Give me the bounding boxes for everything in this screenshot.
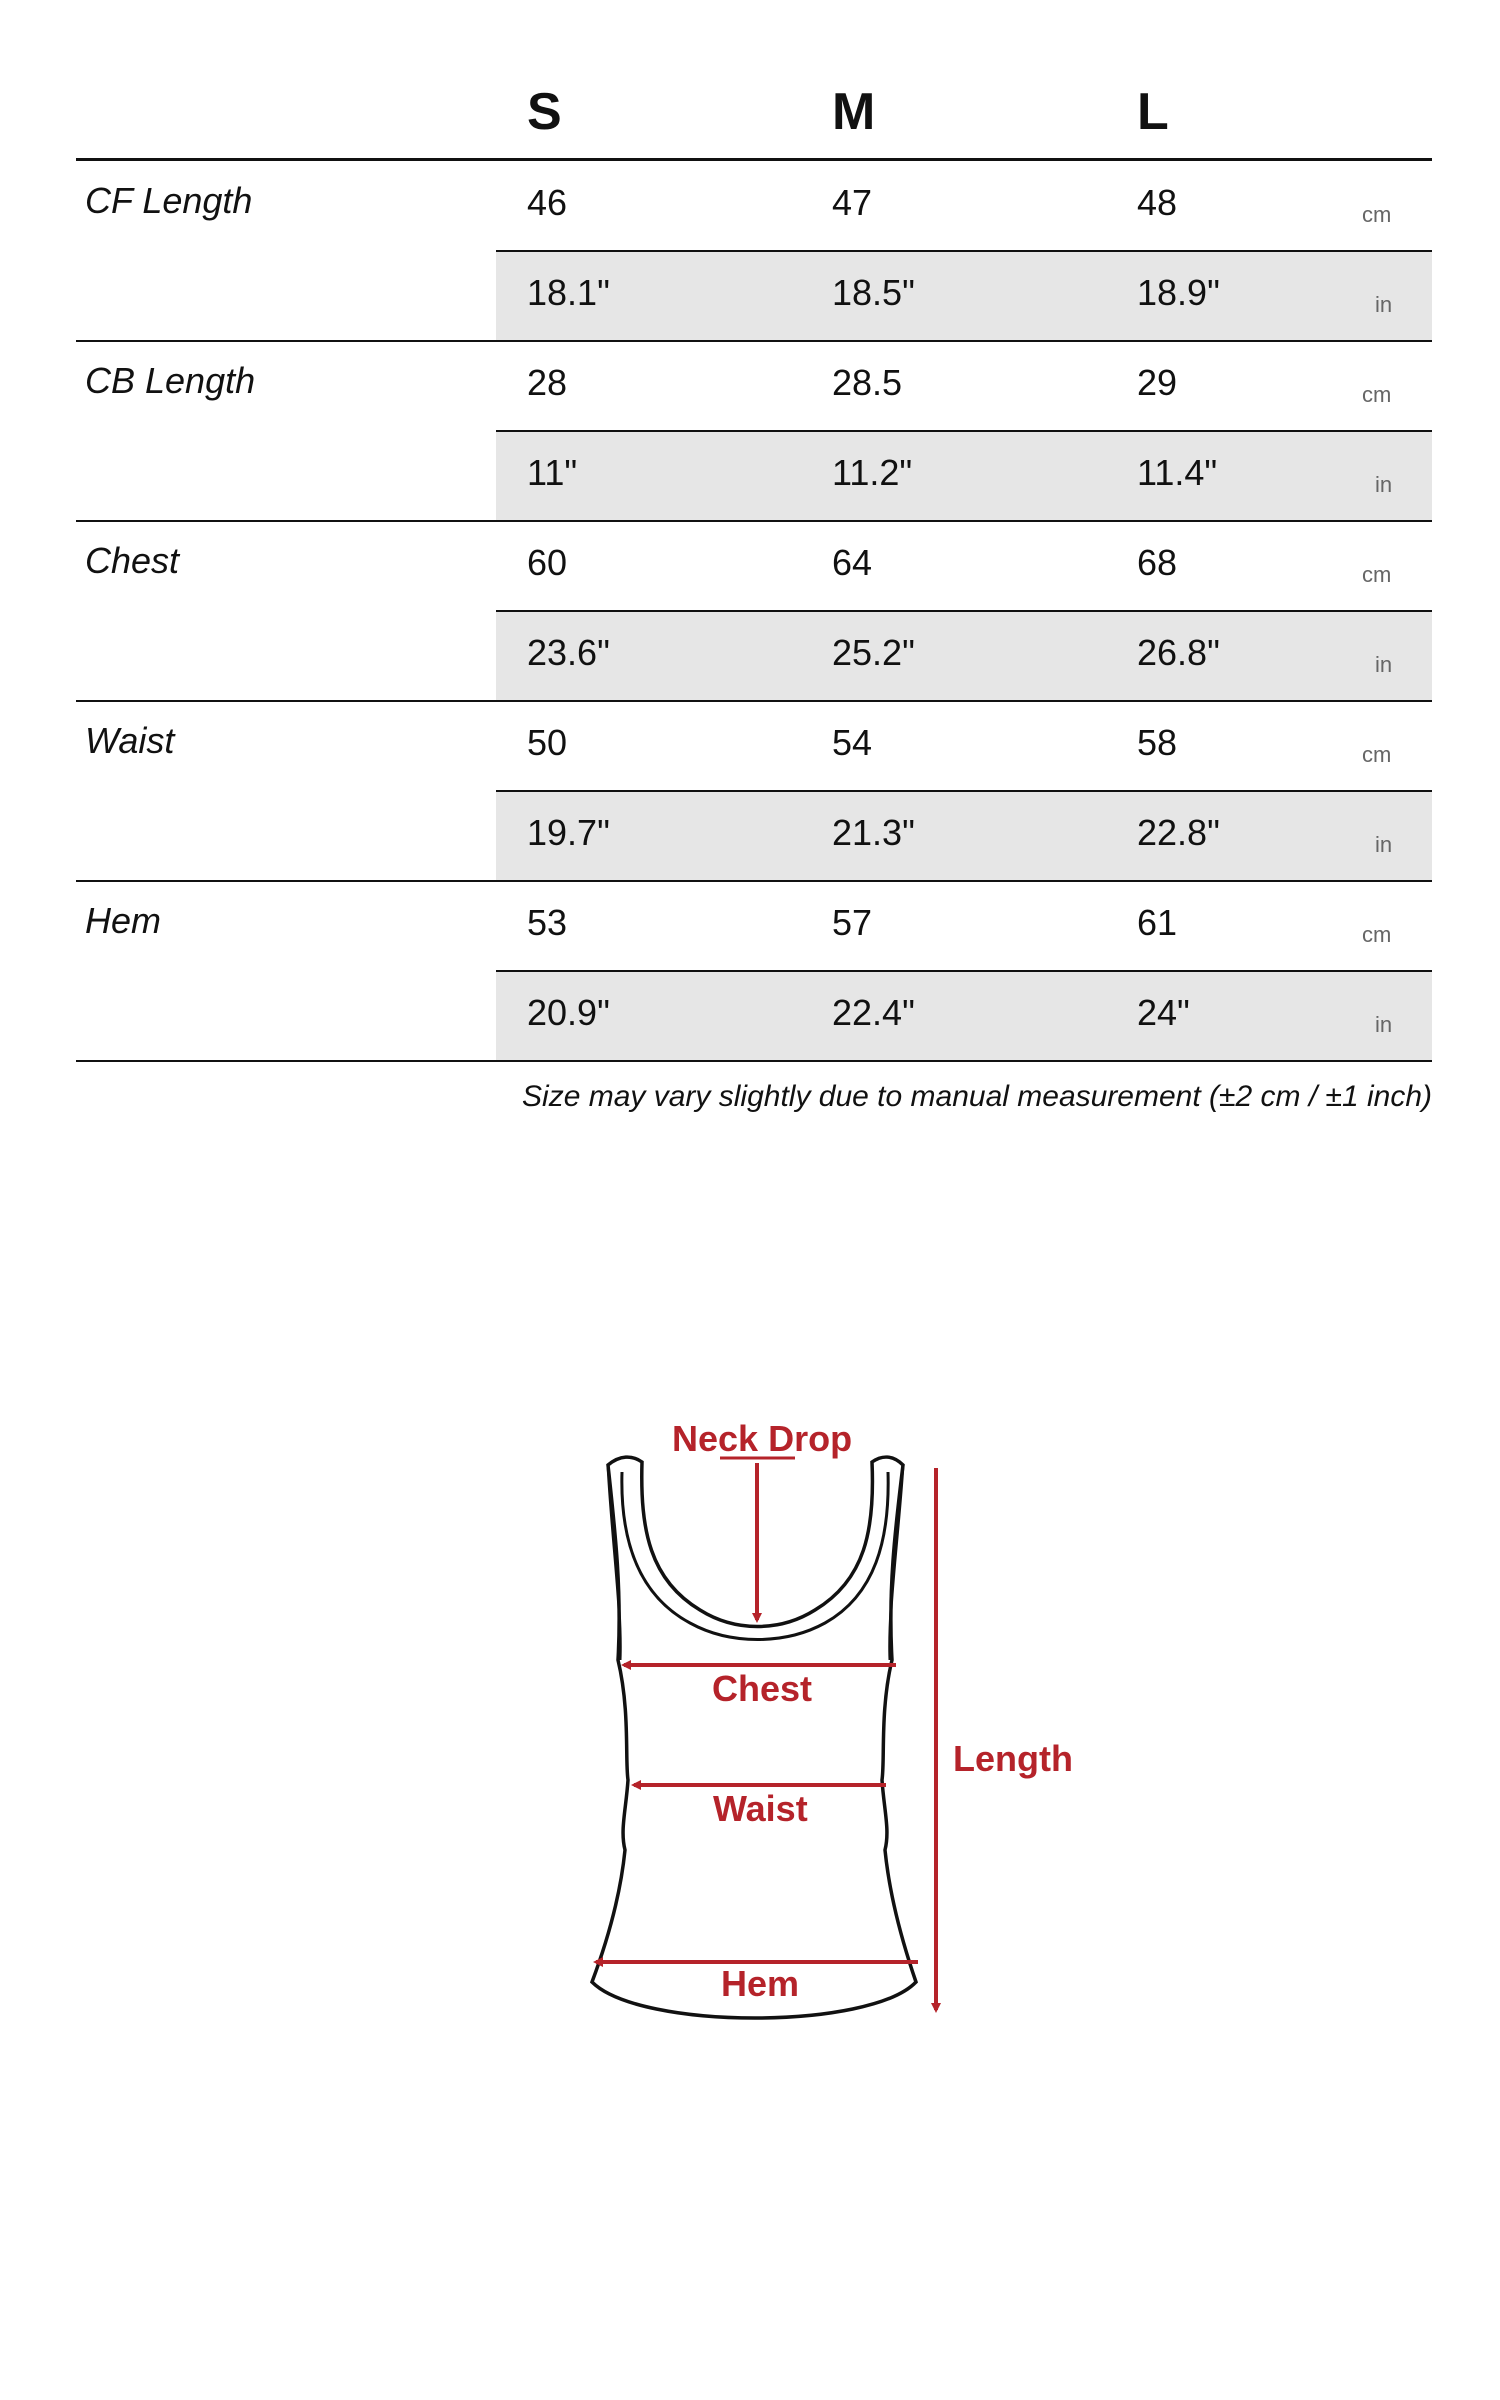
- group-divider: [76, 1060, 1432, 1062]
- inch-value: 23.6": [527, 632, 610, 673]
- measurement-label: Hem: [85, 900, 162, 941]
- unit-in: in: [1375, 292, 1393, 317]
- in-row-band: [496, 612, 1432, 700]
- unit-in: in: [1375, 652, 1393, 677]
- inch-value: 11": [527, 452, 578, 493]
- garment-diagram: [0, 1380, 1500, 2020]
- cm-value: 57: [832, 902, 873, 943]
- length-label: Length: [953, 1738, 1073, 1779]
- unit-cm: cm: [1362, 202, 1392, 227]
- inch-value: 25.2": [832, 632, 915, 673]
- unit-in: in: [1375, 832, 1393, 857]
- inch-value: 18.5": [832, 272, 915, 313]
- measurement-label: Waist: [85, 720, 175, 761]
- inch-value: 24": [1137, 992, 1190, 1033]
- unit-in: in: [1375, 1012, 1393, 1037]
- group-divider: [76, 340, 1432, 342]
- in-row-band: [496, 972, 1432, 1060]
- measurement-label: CF Length: [85, 180, 253, 221]
- header-rule: [76, 158, 1432, 161]
- unit-cm: cm: [1362, 382, 1392, 407]
- hem-label: Hem: [721, 1963, 800, 2004]
- measurement-label: CB Length: [85, 360, 256, 401]
- in-row-band: [496, 792, 1432, 880]
- cm-value: 60: [527, 542, 568, 583]
- in-row-band: [496, 432, 1432, 520]
- unit-cm: cm: [1362, 742, 1392, 767]
- cm-value: 64: [832, 542, 873, 583]
- group-divider: [76, 700, 1432, 702]
- waist-label: Waist: [713, 1788, 808, 1829]
- garment-outline: [592, 1457, 916, 2018]
- cm-value: 28: [527, 362, 568, 403]
- group-divider: [76, 520, 1432, 522]
- in-row-band: [496, 252, 1432, 340]
- cm-value: 48: [1137, 182, 1178, 223]
- inch-value: 19.7": [527, 812, 610, 853]
- measurement-label: Chest: [85, 540, 180, 581]
- unit-cm: cm: [1362, 562, 1392, 587]
- row-divider: [496, 250, 1432, 252]
- group-divider: [76, 880, 1432, 882]
- row-divider: [496, 790, 1432, 792]
- inch-value: 18.1": [527, 272, 610, 313]
- neck-drop-label: Neck Drop: [672, 1418, 853, 1459]
- cm-value: 29: [1137, 362, 1178, 403]
- inch-value: 18.9": [1137, 272, 1220, 313]
- row-divider: [496, 610, 1432, 612]
- size-header-l: L: [1137, 83, 1169, 141]
- inch-value: 11.4": [1137, 452, 1218, 493]
- inch-value: 21.3": [832, 812, 915, 853]
- size-header-m: M: [832, 83, 876, 141]
- inch-value: 22.4": [832, 992, 915, 1033]
- row-divider: [496, 970, 1432, 972]
- chest-label: Chest: [712, 1668, 813, 1709]
- cm-value: 28.5: [832, 362, 903, 403]
- cm-value: 68: [1137, 542, 1178, 583]
- cm-value: 47: [832, 182, 873, 223]
- cm-value: 50: [527, 722, 568, 763]
- measurement-note: Size may vary slightly due to manual measurement (±2 cm / ±1 inch): [522, 1080, 1432, 1113]
- cm-value: 54: [832, 722, 873, 763]
- cm-value: 61: [1137, 902, 1178, 943]
- row-divider: [496, 430, 1432, 432]
- unit-in: in: [1375, 472, 1393, 497]
- inch-value: 20.9": [527, 992, 610, 1033]
- unit-cm: cm: [1362, 922, 1392, 947]
- inch-value: 26.8": [1137, 632, 1220, 673]
- inch-value: 22.8": [1137, 812, 1220, 853]
- inch-value: 11.2": [832, 452, 913, 493]
- cm-value: 58: [1137, 722, 1178, 763]
- size-header-s: S: [527, 83, 562, 141]
- cm-value: 53: [527, 902, 568, 943]
- cm-value: 46: [527, 182, 568, 223]
